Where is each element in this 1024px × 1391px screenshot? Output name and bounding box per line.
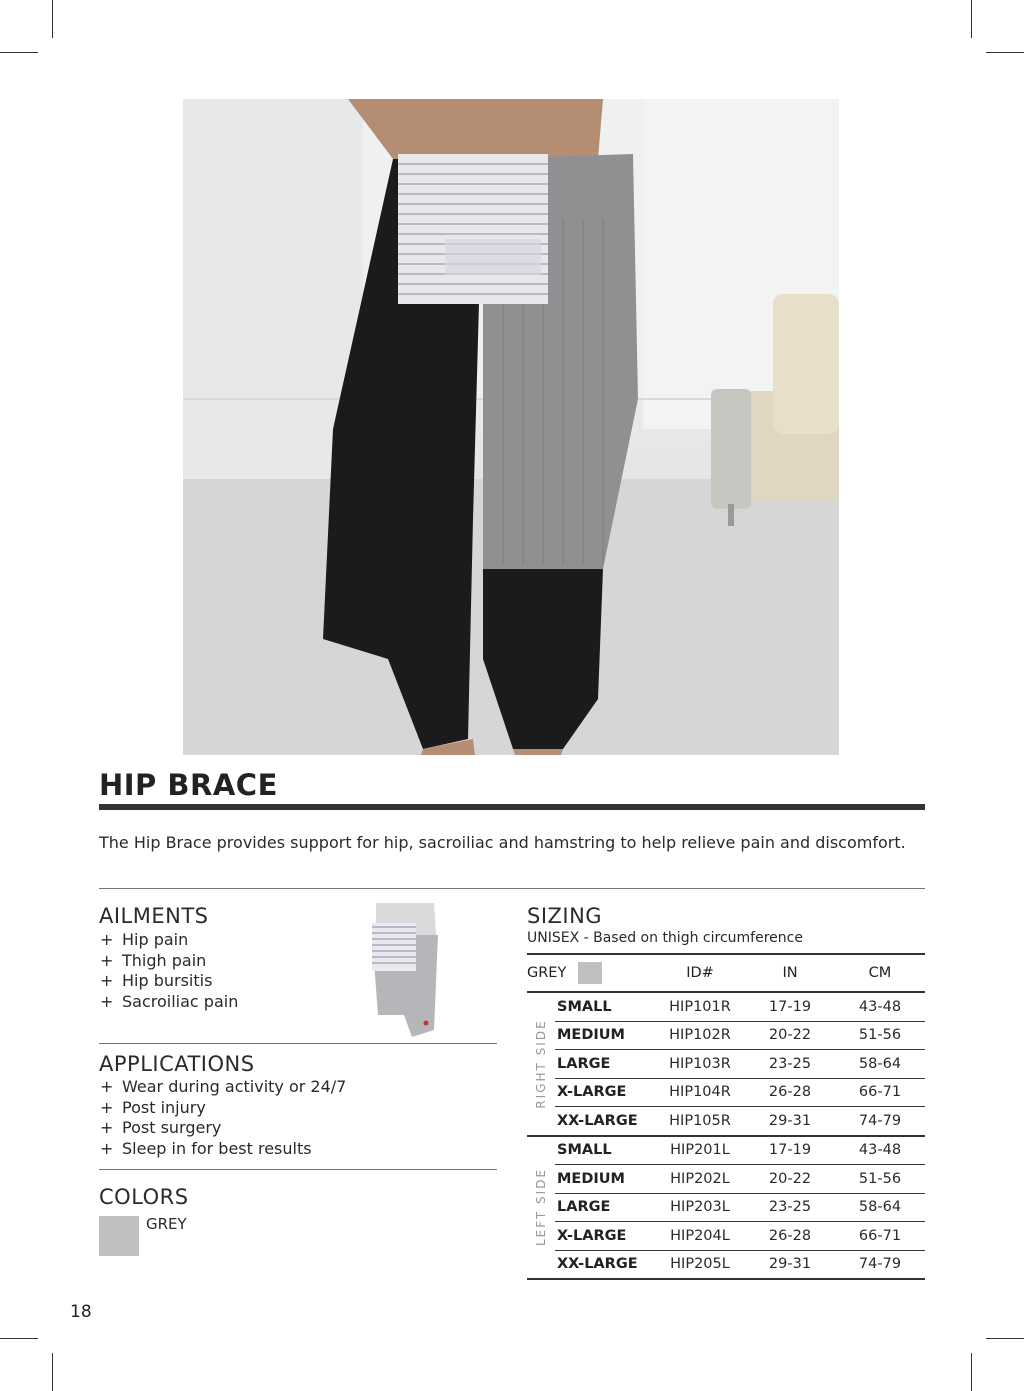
crop-mark [52, 1353, 53, 1391]
page-number: 18 [70, 1302, 92, 1322]
hip-brace-photo-illustration [183, 99, 839, 755]
list-item: + Sleep in for best results [100, 1139, 346, 1160]
table-row [527, 1078, 925, 1107]
in-cell: 20-22 [745, 1021, 835, 1050]
side-label: LEFT SIDE [534, 1168, 548, 1247]
list-item: + Post surgery [100, 1118, 346, 1139]
table-row [527, 1222, 925, 1251]
in-cell: 26-28 [745, 1222, 835, 1251]
crop-mark [986, 52, 1024, 53]
size-cell: MEDIUM [555, 1021, 655, 1050]
applications-heading: APPLICATIONS [99, 1052, 255, 1076]
cm-cell: 66-71 [835, 1078, 925, 1107]
size-cell: X-LARGE [555, 1222, 655, 1251]
table-row [527, 1107, 925, 1136]
crop-mark [0, 1338, 38, 1339]
column-header-id: ID# [655, 954, 745, 992]
list-item: + Sacroiliac pain [100, 992, 238, 1013]
sizing-heading: SIZING [527, 904, 603, 928]
list-item: + Post injury [100, 1098, 346, 1119]
in-cell: 26-28 [745, 1078, 835, 1107]
in-cell: 17-19 [745, 992, 835, 1021]
ailments-list [100, 930, 238, 1012]
cm-cell: 51-56 [835, 1165, 925, 1194]
size-cell: X-LARGE [555, 1078, 655, 1107]
cm-cell: 43-48 [835, 1136, 925, 1165]
column-header-in: IN [745, 954, 835, 992]
ailments-heading: AILMENTS [99, 904, 209, 928]
table-row [527, 1165, 925, 1194]
in-cell: 17-19 [745, 1136, 835, 1165]
id-cell: HIP205L [655, 1250, 745, 1279]
grey-swatch-icon [578, 962, 602, 984]
product-title: HIP BRACE [99, 768, 278, 802]
cm-cell: 51-56 [835, 1021, 925, 1050]
id-cell: HIP101R [655, 992, 745, 1021]
table-header-row [527, 954, 925, 992]
section-divider [99, 888, 925, 889]
section-divider [99, 1169, 497, 1170]
size-cell: XX-LARGE [555, 1107, 655, 1136]
cm-cell: 58-64 [835, 1050, 925, 1079]
crop-mark [971, 0, 972, 38]
id-cell: HIP102R [655, 1021, 745, 1050]
list-item: + Hip pain [100, 930, 238, 951]
column-header-cm: CM [835, 954, 925, 992]
id-cell: HIP105R [655, 1107, 745, 1136]
id-cell: HIP202L [655, 1165, 745, 1194]
in-cell: 29-31 [745, 1107, 835, 1136]
color-swatch-grey [99, 1216, 139, 1256]
brace-thumbnail [364, 895, 444, 1040]
list-item: + Thigh pain [100, 951, 238, 972]
column-header-color: GREY [527, 954, 655, 992]
table-row [527, 1050, 925, 1079]
in-cell: 29-31 [745, 1250, 835, 1279]
sizing-subtitle: UNISEX - Based on thigh circumference [527, 930, 803, 946]
table-row [527, 992, 925, 1021]
in-cell: 20-22 [745, 1165, 835, 1194]
left-side-label-cell [527, 1136, 555, 1280]
size-cell: SMALL [555, 1136, 655, 1165]
cm-cell: 58-64 [835, 1193, 925, 1222]
colors-heading: COLORS [99, 1185, 189, 1209]
cm-cell: 66-71 [835, 1222, 925, 1251]
id-cell: HIP203L [655, 1193, 745, 1222]
cm-cell: 74-79 [835, 1250, 925, 1279]
table-row [527, 1250, 925, 1279]
table-row [527, 1021, 925, 1050]
id-cell: HIP103R [655, 1050, 745, 1079]
id-cell: HIP201L [655, 1136, 745, 1165]
crop-mark [0, 52, 38, 53]
section-divider [99, 1043, 497, 1044]
id-cell: HIP104R [655, 1078, 745, 1107]
crop-mark [52, 0, 53, 38]
right-side-label-cell [527, 992, 555, 1136]
side-label: RIGHT SIDE [534, 1019, 548, 1109]
size-cell: LARGE [555, 1050, 655, 1079]
in-cell: 23-25 [745, 1193, 835, 1222]
applications-list [100, 1077, 346, 1159]
cm-cell: 74-79 [835, 1107, 925, 1136]
size-cell: LARGE [555, 1193, 655, 1222]
title-divider [99, 804, 925, 810]
in-cell: 23-25 [745, 1050, 835, 1079]
size-cell: XX-LARGE [555, 1250, 655, 1279]
product-photo [183, 99, 839, 755]
size-cell: MEDIUM [555, 1165, 655, 1194]
cm-cell: 43-48 [835, 992, 925, 1021]
table-row [527, 1193, 925, 1222]
product-description: The Hip Brace provides support for hip, sacroiliac and hamstring to help relieve pain and discomfort. [99, 833, 906, 852]
color-label: GREY [146, 1215, 187, 1233]
size-cell: SMALL [555, 992, 655, 1021]
crop-mark [986, 1338, 1024, 1339]
list-item: + Wear during activity or 24/7 [100, 1077, 346, 1098]
list-item: + Hip bursitis [100, 971, 238, 992]
sizing-table [527, 953, 925, 1280]
crop-mark [971, 1353, 972, 1391]
table-row [527, 1136, 925, 1165]
id-cell: HIP204L [655, 1222, 745, 1251]
